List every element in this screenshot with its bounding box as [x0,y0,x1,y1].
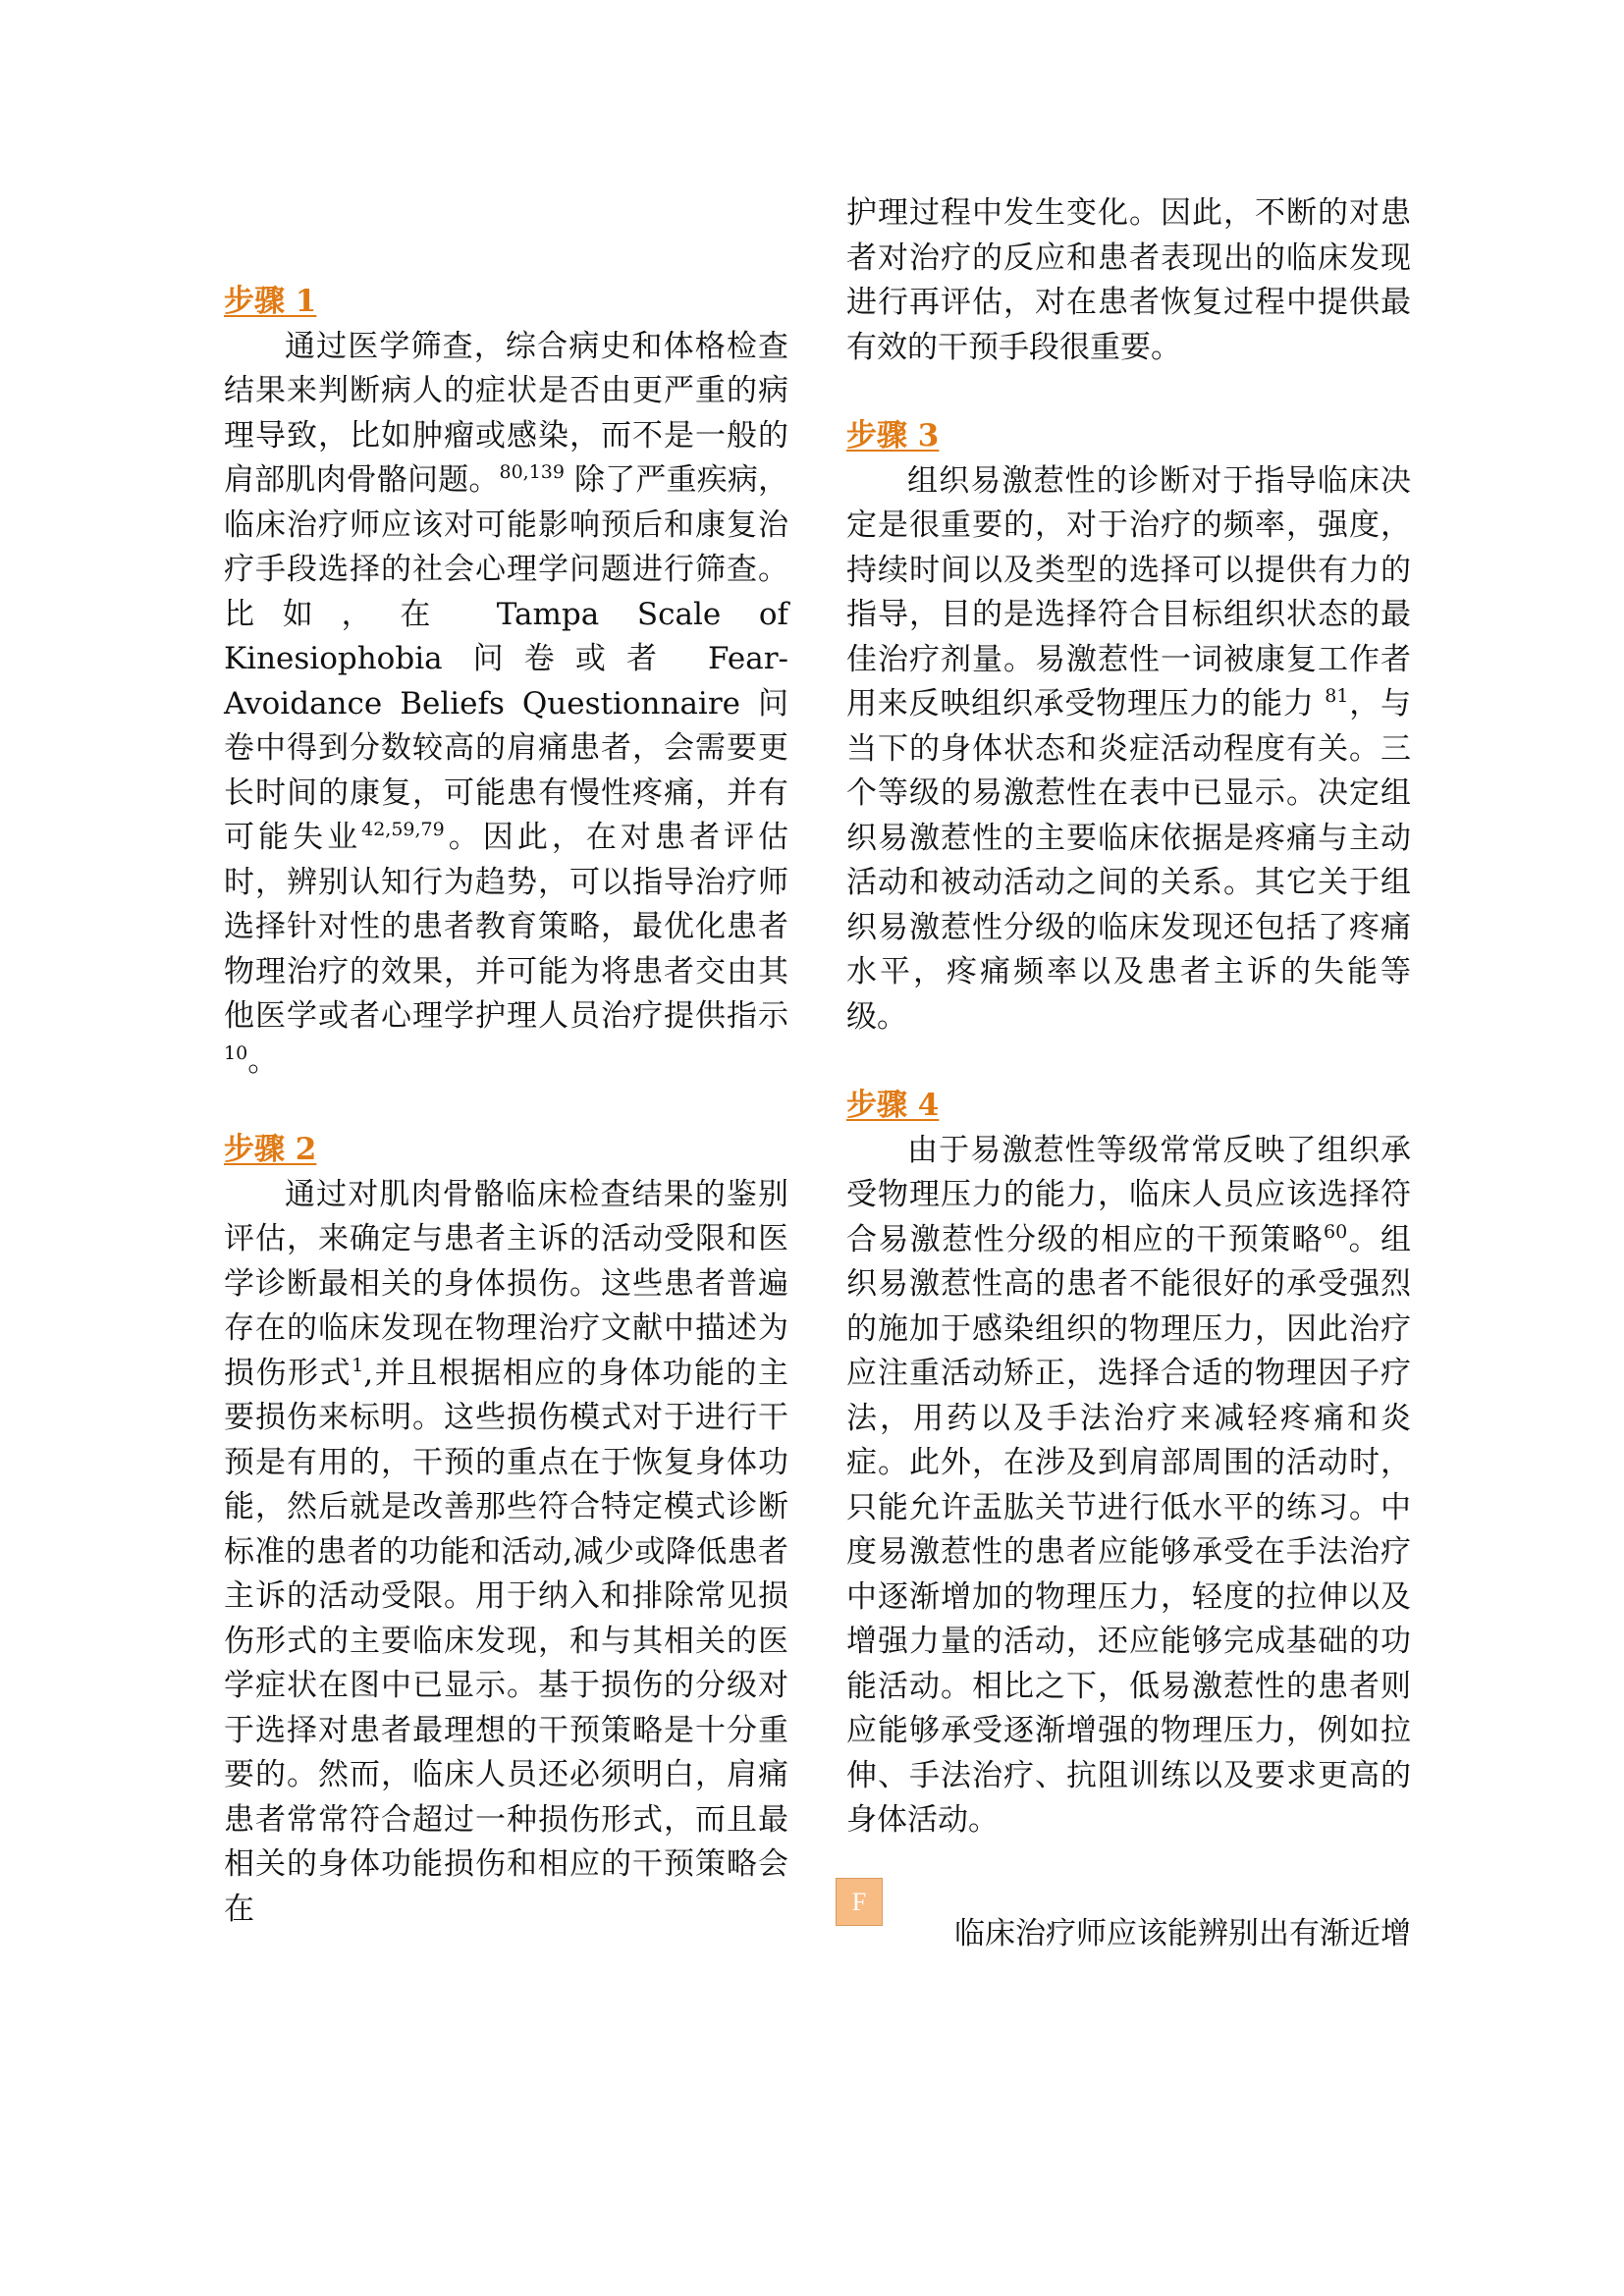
step3-paragraph [846,459,1411,1041]
tail-text: 临床治疗师应该能辨别出有渐近增 [954,1916,1411,1951]
step4-text-1: 由于易激惹性等级常常反映了组织承受物理压力的能力，临床人员应该选择符合易激惹性分级的相应的干预策略 [846,1132,1411,1257]
spacer [846,1040,1411,1084]
step4-heading: 步骤 4 [846,1088,940,1123]
step1-ref-1: 80,139 [499,461,565,483]
step1-ref-2: 42,59,79 [361,819,445,840]
step4-paragraph [846,1129,1411,1843]
step4-text-2: 。组织易激惹性高的患者不能很好的承受强烈的施加于感染组织的物理压力，因此治疗应注重活动矫正，选择合适的物理因子疗法，用药以及手法治疗来减轻疼痛和炎症。此外，在涉及到肩部周围的活动时，只能允许盂肱关节进行低水平的练习。中度易激惹性的患者应能够承受在手法治疗中逐渐增加的物理压力，轻度的拉伸以及增强力量的活动，还应能够完成基础的功能活动。相比之下，低易激惹性的患者则应能够承受逐渐增强的物理压力，例如拉伸、手法治疗、抗阻训练以及要求更高的身体活动。 [846,1221,1412,1838]
right-column [846,191,1411,1843]
spacer [224,1084,788,1128]
section-label-box: F [836,1878,883,1926]
step1-text-3: 。因此，在对患者评估时，辨别认知行为趋势，可以指导治疗师选择针对性的患者教育策略，最优化患者物理治疗的效果，并可能为将患者交由其他医学或者心理学护理人员治疗提供指示 [224,820,789,1034]
left-column [224,280,788,1932]
step2-ref-1: 1 [352,1354,364,1376]
step4-ref-1: 60 [1324,1220,1348,1243]
step1-text-4: 。 [247,1042,279,1079]
step1-text-2: 除了严重疾病，临床治疗师应该对可能影响预后和康复治疗手段选择的社会心理学问题进行筛查。比如，在 Tampa Scale of Kinesiophobia 问卷或者 Fear-Avoidance Beliefs Questionnaire 问卷中得到分数较高的肩痛患者，会需要更长时间的康复，可能患有慢性疼痛，并有可能失业 [224,462,788,855]
step1-ref-3: 10 [224,1041,248,1064]
step2-paragraph [224,1173,788,1933]
step3-ref-1: 81 [1325,685,1349,707]
step1-paragraph [224,325,788,1085]
continuation-paragraph: 护理过程中发生变化。因此，不断的对患者对治疗的反应和患者表现出的临床发现进行再评估，对在患者恢复过程中提供最有效的干预手段很重要。 [846,195,1411,365]
step2-heading: 步骤 2 [224,1132,317,1167]
step2-text-2: ,并且根据相应的身体功能的主要损伤来标明。这些损伤模式对于进行干预是有用的，干预的重点在于恢复身体功能，然后就是改善那些符合特定模式诊断标准的患者的功能和活动,减少或降低患者主诉的活动受限。用于纳入和排除常见损伤形式的主要临床发现，和与其相关的医学症状在图中已显示。基于损伤的分级对于选择对患者最理想的干预策略是十分重要的。然而，临床人员还必须明白，肩痛患者常常符合超过一种损伤形式，而且最相关的身体功能损伤和相应的干预策略会在 [224,1355,789,1927]
step1-text-1: 通过医学筛查，综合病史和体格检查结果来判断病人的症状是否由更严重的病理导致，比如肿瘤或感染，而不是一般的肩部肌肉骨骼问题。 [224,328,788,498]
step1-heading: 步骤 1 [224,284,317,319]
step3-text-1: 组织易激惹性的诊断对于指导临床决定是很重要的，对于治疗的频率，强度，持续时间以及类型的选择可以提供有力的指导，目的是选择符合目标组织状态的最佳治疗剂量。易激惹性一词被康复工作者用来反映组织承受物理压力的能力 [846,462,1411,721]
spacer [846,370,1411,414]
step3-text-2: ，与当下的身体状态和炎症活动程度有关。三个等级的易激惹性在表中已显示。决定组织易激惹性的主要临床依据是疼痛与主动活动和被动活动之间的关系。其它关于组织易激惹性分级的临床发现还包括了疼痛水平，疼痛频率以及患者主诉的失能等级。 [846,686,1412,1035]
step3-heading: 步骤 3 [846,418,940,454]
step2-text-1: 通过对肌肉骨骼临床检查结果的鉴别评估，来确定与患者主诉的活动受限和医学诊断最相关的身体损伤。这些患者普遍存在的临床发现在物理治疗文献中描述为损伤形式 [224,1176,788,1391]
